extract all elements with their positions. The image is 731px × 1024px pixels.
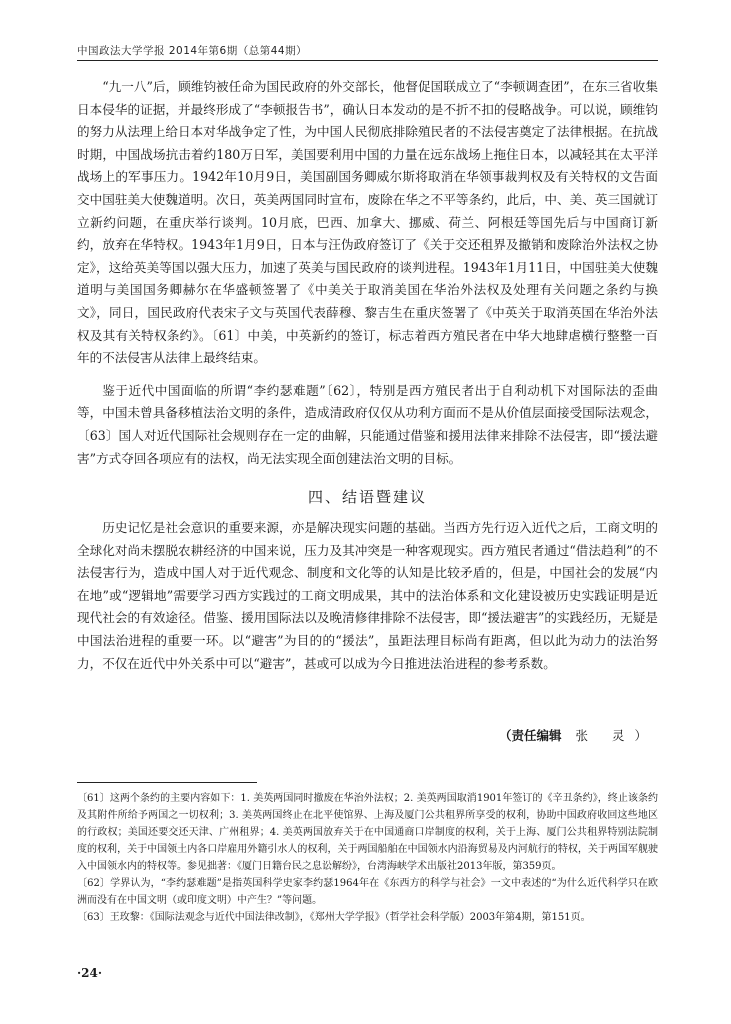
running-header: 中国政法大学学报 2014年第6期（总第44期） xyxy=(77,45,308,57)
footnote: 〔63〕王玫黎：《国际法观念与近代中国法律改制》，《郑州大学学报》（哲学社会科学版）2003年第4期，第151页。 xyxy=(77,912,591,923)
section-title: 四、结语暨建议 xyxy=(307,488,427,507)
page-number: ·24· xyxy=(77,966,103,980)
article-body xyxy=(77,76,658,675)
footnote: 〔62〕学界认为，“李约瑟难题”是指英国科学史家李约瑟1964年在《东西方的科学与社会》一文中表述的“为什么近代科学只在欧洲而没有在中国文明（或印度文明）中产生？”等问题。 xyxy=(77,878,658,906)
body-paragraph: “九一八”后，顾维钧被任命为国民政府的外交部长，他督促国联成立了“李顿调查团”，在东三省收集日本侵华的证据，并最终形成了“李顿报告书”，确认日本发动的是不折不扣的侵略战争。可以说，顾维钧的努力从法理上给日本对华战争定了性，为中国人民彻底排除殖民者的不法侵害奠定了法律根据。在抗战时期，中国战场抗击着约180万日军，美国要利用中国的力量在远东战场上拖住日本，以减轻其在太平洋战场上的军事压力。1942年10月9日，美国副国务卿威尔斯将取消在华领事裁判权及有关特权的文告面交中国驻美大使魏道明。次日，英美两国同时宣布，废除在华之不平等条约，此后，中、美、英三国就订立新约问题，在重庆举行谈判。10月底，巴西、加拿大、挪威、荷兰、阿根廷等国先后与中国商订新约，放弃在华特权。1943年1月9日，日本与汪伪政府签订了《关于交还租界及撤销和废除治外法权之协定》，这给英美等国以强大压力，加速了英美与国民政府的谈判进程。1943年1月11日，中国驻美大使魏道明与美国国务卿赫尔在华盛顿签署了《中美关于取消美国在华治外法权及处理有关问题之条约与换文》，同日，国民政府代表宋子文与英国代表薛穆、黎吉生在重庆签署了《中英关于取消英国在华治外法权及其有关特权条约》。〔61〕中美，中英新约的签订，标志着西方殖民者在中华大地肆虐横行整整一百年的不法侵害从法律上最终结束。 xyxy=(77,79,658,366)
footnote: 〔61〕这两个条约的主要内容如下：1. 美英两国同时撤废在华治外法权；2. 美英两国取消1901年签订的《辛丑条约》，终止该条约及其附件所给予两国之一切权利；3. 美英两国终止在北平使馆界、上海及厦门公共租界所享受的权利，协助中国政府收回这些地区的行政权；美国还要交还天津、广州租界；4. 美英两国放弃关于在中国通商口岸制度的权利，关于上海、厦门公共租界特别法院制度的权利，关于中国领土内各口岸雇用外籍引水人的权利，关于两国船舶在中国领水内沿海贸易及内河航行的特权，关于两国军舰驶入中国领水内的特权等。参见拙著：《厦门日籍台民之息讼解纷》，台湾海峡学术出版社2013年版，第359页。 xyxy=(77,793,658,872)
body-paragraph: 鉴于近代中国面临的所谓“李约瑟难题”〔62〕，特别是西方殖民者出于自利动机下对国际法的歪曲等，中国未曾具备移植法治文明的条件，造成清政府仅仅从功利方面而不是从价值层面接受国际法观念，〔63〕国人对近代国际社会规则存在一定的曲解，只能通过借鉴和援用法律来排除不法侵害，即“援法避害”方式夺回各项应有的法权，尚无法实现全面创建法治文明的目标。 xyxy=(77,382,658,466)
footnotes xyxy=(77,790,658,926)
editor-name: 张 灵） xyxy=(575,728,657,743)
responsible-editor xyxy=(499,726,657,744)
editor-label: （责任编辑 xyxy=(499,728,562,743)
body-paragraph: 历史记忆是社会意识的重要来源，亦是解决现实问题的基础。当西方先行迈入近代之后，工商文明的全球化对尚未摆脱农耕经济的中国来说，压力及其冲突是一种客观现实。西方殖民者通过“借法趋利”的不法侵害行为，造成中国人对于近代观念、制度和文化等的认知是比较矛盾的，但是，中国社会的发展“内在地”或“逻辑地”需要学习西方实践过的工商文明成果，其中的法治体系和文化建设被历史实践证明是近现代社会的有效途径。借鉴、援用国际法以及晚清修律排除不法侵害，即“援法避害”的实践经历，无疑是中国法治进程的重要一环。以“避害”为目的的“援法”，虽距法理目标尚有距离，但以此为动力的法治努力，不仅在近代中外关系中可以“避害”，甚或可以成为今日推进法治进程的参考系数。 xyxy=(77,520,658,671)
footnote-rule xyxy=(77,782,257,783)
header-rule xyxy=(77,60,658,61)
